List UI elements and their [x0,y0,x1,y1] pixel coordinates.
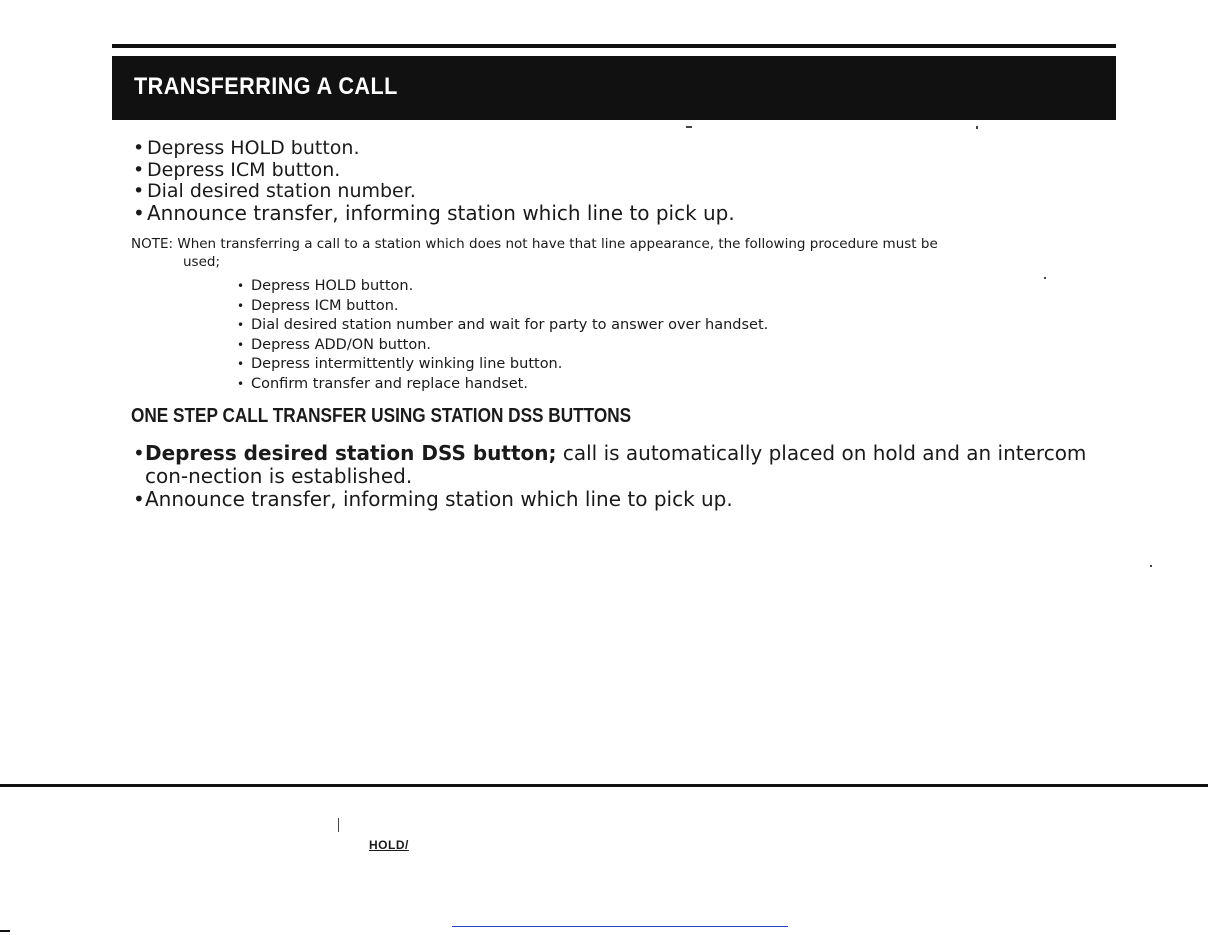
list-item [131,138,735,160]
bullet-icon: • [133,180,145,202]
dss-step-text: call is automatically placed on hold and an intercom con-nection is established. [145,441,1087,488]
bullet-icon: • [133,158,145,181]
top-rule [112,44,1116,48]
note-step-text: Dial desired station number and wait for party to answer over handset. [251,317,769,333]
list-item [237,277,768,297]
corner-mark [0,930,10,932]
note-step-text: Confirm transfer and replace handset. [251,375,528,392]
step-text: Dial desired station number. [147,180,416,202]
scan-speck [1044,277,1046,279]
link-underline [452,926,788,927]
dss-step-bold: Depress desired station DSS button; [145,441,557,465]
list-item [237,336,768,356]
list-item [131,442,1101,488]
list-item [237,297,768,317]
scan-speck [338,818,339,832]
bullet-icon: • [237,357,245,371]
list-item [131,181,735,203]
bullet-icon: • [133,137,145,159]
note-step-text: Depress ICM button. [251,297,399,314]
note-step-text: Depress HOLD button. [251,278,414,294]
step-text: Depress ICM button. [147,158,341,181]
hold-label: HOLD/ [369,838,409,852]
list-item [131,200,735,225]
dss-steps-list [131,442,1101,511]
list-item [237,375,768,395]
title-bar [112,56,1116,120]
page-title: TRANSFERRING A CALL [134,73,398,100]
scan-speck [976,126,978,129]
bullet-icon: • [237,376,245,391]
note-text: NOTE: When transferring a call to a station which does not have that line appearance, the following procedure must be [131,236,938,252]
bullet-icon: • [133,200,145,225]
list-item [237,316,768,336]
bullet-icon: • [237,318,245,332]
dss-step-text: Announce transfer, informing station which line to pick up. [145,487,733,511]
bullet-icon: • [133,441,145,465]
scan-speck [1150,565,1152,567]
step-text: Announce transfer, informing station which line to pick up. [147,200,735,225]
bottom-rule [0,784,1208,787]
bullet-icon: • [237,298,245,313]
scan-speck [686,126,692,128]
section-heading: ONE STEP CALL TRANSFER USING STATION DSS BUTTONS [131,405,632,427]
note-step-text: Depress intermittently winking line button. [251,356,563,372]
list-item [131,160,735,182]
transfer-steps-list [131,138,735,224]
list-item [131,488,1101,511]
note-block [131,235,1091,271]
bullet-icon: • [237,337,245,352]
bullet-icon: • [237,279,245,293]
bullet-icon: • [133,487,145,511]
list-item [237,355,768,375]
note-step-text: Depress ADD/ON button. [251,336,432,353]
note-text-continued: used; [183,254,221,270]
note-steps-list [237,277,768,394]
step-text: Depress HOLD button. [147,137,360,159]
